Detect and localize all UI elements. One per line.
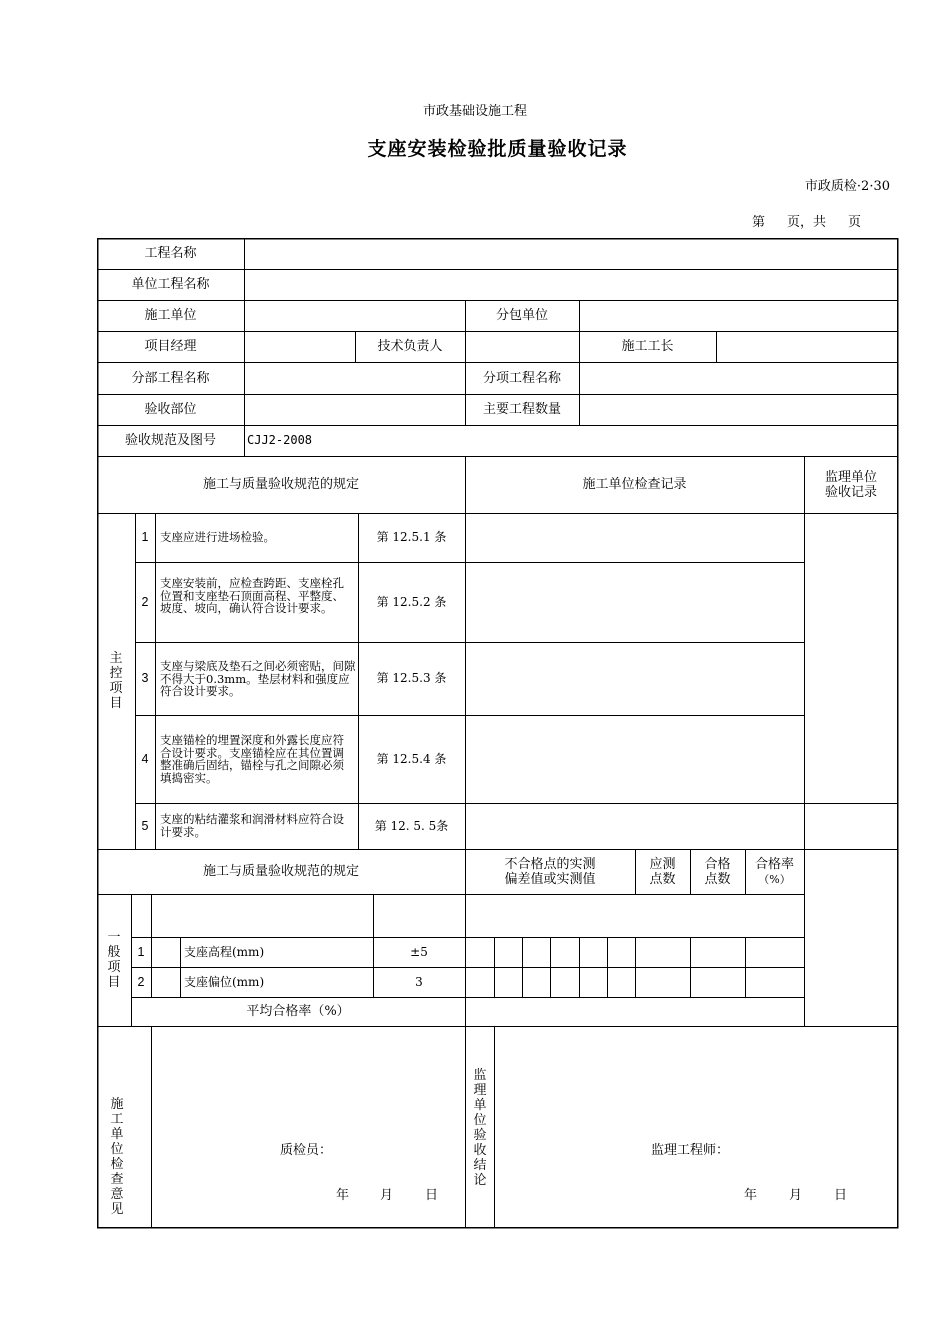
footer-left-month: 月 [380,1187,394,1203]
supervision-conclusion-label: 监理单位验收结论 [473,1068,487,1188]
pass-points-line1: 合格 [704,856,731,872]
main-item-clause: 第 12.5.2 条 [376,594,447,609]
deviation-header [465,849,635,894]
pass-points-header [690,849,745,894]
project-name-label: 工程名称 [144,246,197,261]
main-item-no: 5 [141,818,149,833]
spec-value: CJJ2-2008 [247,433,313,447]
deviation-header-line1: 不合格点的实测 [504,856,596,872]
main-item-clause: 第 12. 5. 5条 [374,818,449,833]
tech-lead-label: 技术负责人 [377,339,443,354]
general-rules-header: 施工与质量验收规范的规定 [202,864,359,879]
constructor-label: 施工单位 [144,308,197,323]
location-label: 验收部位 [144,402,197,417]
main-item-text: 支座锚栓的埋置深度和外露长度应符合设计要求。支座锚栓应在其位置调整准确后固结，锚栓与孔之间隙必须填捣密实。 [160,733,344,785]
division-label: 分部工程名称 [131,370,210,386]
main-supervision-header [804,456,898,513]
main-item-clause: 第 12.5.4 条 [376,751,447,766]
deviation-header-line2: 偏差值或实测值 [504,871,596,887]
supervision-header-line2: 验收记录 [824,484,877,500]
main-section-label: 主控项目 [109,651,123,711]
subitem-label: 分项工程名称 [482,370,561,386]
main-item-text: 支座应进行进场检验。 [160,530,275,544]
general-item-text: 支座高程(mm) [184,944,265,959]
spec-label: 验收规范及图号 [124,433,216,448]
pass-rate-line2: （%） [758,872,791,886]
document-subtitle: 市政基础设施工程 [422,104,527,119]
general-item-no: 1 [137,944,145,959]
inspector-label: 质检员： [280,1142,333,1158]
main-item-no: 2 [141,594,149,609]
foreman-label: 施工工长 [621,339,674,354]
should-points-line1: 应测 [649,856,676,872]
main-item-clause: 第 12.5.3 条 [376,671,447,685]
main-item-no: 3 [141,671,149,685]
general-item-no: 2 [137,974,145,989]
main-item-text: 支座安装前，应检查跨距、支座栓孔位置和支座垫石顶面高程、平整度、坡度、坡向，确认符合设计要求。 [160,576,344,615]
should-points-line2: 点数 [649,871,676,887]
avg-pass-rate-label: 平均合格率（%） [246,1004,350,1019]
footer-right-year: 年 [744,1187,758,1203]
document-title: 支座安装检验批质量验收记录 [367,138,628,160]
pass-points-line2: 点数 [704,871,731,887]
footer-left-day: 日 [425,1187,439,1203]
main-item-text: 支座的粘结灌浆和润滑材料应符合设计要求。 [160,812,344,839]
main-rules-header: 施工与质量验收规范的规定 [202,477,359,492]
engineer-label: 监理工程师： [651,1142,730,1158]
page-ye-gong: 页，共 [787,215,827,230]
pm-label: 项目经理 [144,339,197,354]
main-check-record-header: 施工单位检查记录 [582,477,687,492]
footer-right-month: 月 [789,1187,803,1203]
main-item-no: 1 [141,530,149,544]
general-item-tolerance: 3 [415,974,423,989]
footer-left-year: 年 [336,1187,350,1203]
pass-rate-header [745,849,804,894]
general-section-label: 一般项目 [107,930,121,990]
should-points-header [635,849,690,894]
main-item-no: 4 [141,751,149,766]
constructor-opinion-label: 施工单位检查意见 [110,1097,124,1217]
supervision-header-line1: 监理单位 [824,469,877,485]
unit-project-label: 单位工程名称 [131,277,210,292]
page-ye: 页 [848,215,862,230]
pass-rate-line1: 合格率 [754,856,794,872]
subcontractor-label: 分包单位 [495,308,548,323]
main-item-text: 支座与梁底及垫石之间必须密贴，间隙不得大于0.3mm。垫层材料和强度应符合设计要求。 [160,659,356,698]
quantity-label: 主要工程数量 [482,402,561,417]
page-di: 第 [752,215,766,230]
general-item-tolerance: ±5 [410,944,428,959]
general-item-text: 支座偏位(mm) [184,974,265,989]
footer-right-day: 日 [834,1187,848,1203]
main-item-clause: 第 12.5.1 条 [376,530,447,544]
form-code: 市政质检·2·30 [804,179,890,194]
